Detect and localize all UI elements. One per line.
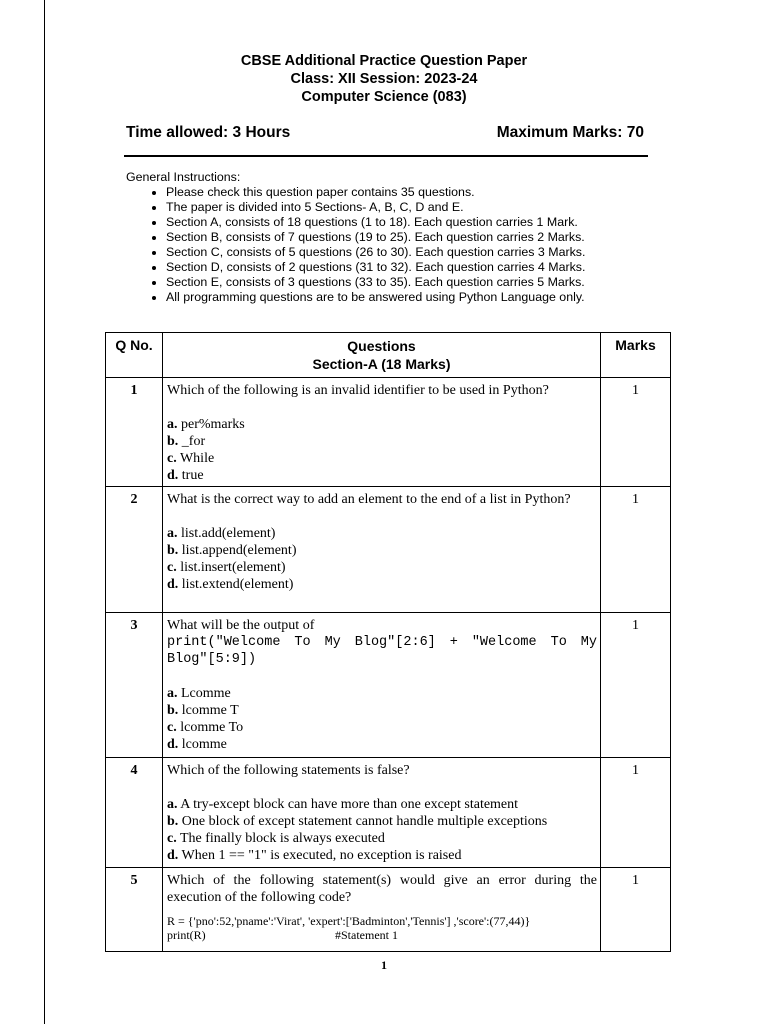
table-header-row (106, 333, 671, 378)
code-snippet: print("Welcome To My Blog"[2:6] + "Welcome To My Blog"[5:9]) (167, 635, 597, 667)
question-number: 1 (106, 378, 163, 487)
table-row (106, 487, 671, 613)
question-text: What is the correct way to add an element to the end of a list in Python? (167, 492, 571, 507)
question-number: 2 (106, 487, 163, 613)
page-left-edge (44, 0, 45, 1024)
table-row (106, 868, 671, 952)
option: d. When 1 == "1" is executed, no exception is raised (167, 848, 462, 863)
option: d. lcomme (167, 737, 227, 752)
question-marks: 1 (601, 613, 671, 758)
option: c. lcomme To (167, 720, 244, 735)
general-instructions (126, 170, 646, 305)
marks-header: Marks (601, 333, 671, 378)
instruction-item: • Section B, consists of 7 questions (19 to 25). Each question carries 2 Marks. (166, 230, 646, 245)
instruction-item: • Section C, consists of 5 questions (26 to 30). Each question carries 3 Marks. (166, 245, 646, 260)
question-marks: 1 (601, 868, 671, 952)
option: d. list.extend(element) (167, 577, 294, 592)
subject-title: Computer Science (083) (301, 89, 467, 105)
instructions-list (126, 185, 646, 305)
question-text: Which of the following statement(s) would give an error during the execution of the following code? (167, 873, 597, 905)
code-line (167, 928, 597, 942)
question-text: Which of the following statements is false? (167, 763, 410, 778)
questions-header-label: Questions (347, 338, 416, 354)
question-number: 5 (106, 868, 163, 952)
qno-header: Q No. (106, 333, 163, 378)
option: a. A try-except block can have more than one except statement (167, 797, 519, 812)
option: b. _for (167, 434, 206, 449)
option: a. per%marks (167, 417, 245, 432)
instruction-item: • The paper is divided into 5 Sections- A, B, C, D and E. (166, 200, 646, 215)
instruction-item: • Section E, consists of 3 questions (33 to 35). Each question carries 5 Marks. (166, 275, 646, 290)
table-row (106, 378, 671, 487)
question-body (163, 378, 601, 487)
question-body (163, 487, 601, 613)
time-allowed: Time allowed: 3 Hours (126, 124, 291, 141)
question-body (163, 613, 601, 758)
option: a. list.add(element) (167, 526, 276, 541)
table-row (106, 613, 671, 758)
option: c. While (167, 451, 215, 466)
page-number: 1 (381, 958, 387, 972)
instructions-title: General Instructions: (126, 170, 241, 184)
option: d. true (167, 468, 204, 483)
paper-title: CBSE Additional Practice Question Paper (240, 53, 528, 69)
question-marks: 1 (601, 758, 671, 868)
instruction-item: • All programming questions are to be answered using Python Language only. (166, 290, 646, 305)
paper-header (0, 52, 768, 106)
instruction-item: • Section A, consists of 18 questions (1 to 18). Each question carries 1 Mark. (166, 215, 646, 230)
maximum-marks: Maximum Marks: 70 (496, 124, 644, 141)
instruction-item: • Section D, consists of 2 questions (31 to 32). Each question carries 4 Marks. (166, 260, 646, 275)
code-statement: print(R) (167, 928, 206, 942)
class-session: Class: XII Session: 2023-24 (290, 71, 478, 87)
option: a. Lcomme (167, 686, 231, 701)
questions-header (163, 333, 601, 378)
option: c. list.insert(element) (167, 560, 286, 575)
question-table (105, 332, 671, 952)
question-number: 4 (106, 758, 163, 868)
option: c. The finally block is always executed (167, 831, 385, 846)
question-body (163, 868, 601, 952)
exam-meta (126, 124, 644, 142)
instruction-item: • Please check this question paper contains 35 questions. (166, 185, 646, 200)
section-a-title: Section-A (18 Marks) (312, 356, 451, 372)
code-comment: #Statement 1 (335, 928, 398, 942)
header-divider (124, 155, 648, 157)
question-text: What will be the output of (167, 618, 315, 633)
option: b. lcomme T (167, 703, 239, 718)
question-text: Which of the following is an invalid identifier to be used in Python? (167, 383, 549, 398)
table-row (106, 758, 671, 868)
question-body (163, 758, 601, 868)
option: b. One block of except statement cannot handle multiple exceptions (167, 814, 548, 829)
question-marks: 1 (601, 487, 671, 613)
option: b. list.append(element) (167, 543, 297, 558)
question-number: 3 (106, 613, 163, 758)
code-line: R = {'pno':52,'pname':'Virat', 'expert':['Badminton','Tennis'] ,'score':(77,44)} (167, 914, 531, 928)
question-marks: 1 (601, 378, 671, 487)
